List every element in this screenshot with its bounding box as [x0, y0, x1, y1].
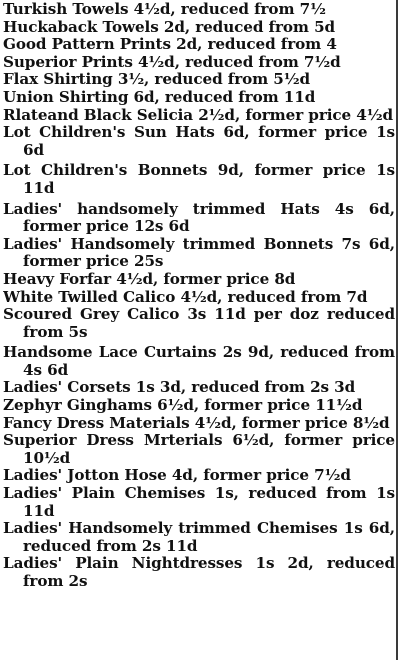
list-item: Ladies' Handsomely trimmed Chemises 1s 6d, reduced from 2s 11d — [3, 520, 395, 555]
list-item: Ladies' Plain Nightdresses 1s 2d, reduced from 2s — [3, 555, 395, 590]
list-item: Handsome Lace Curtains 2s 9d, reduced from 4s 6d — [3, 344, 395, 379]
list-item: Ladies' Plain Chemises 1s, reduced from 1s 11d — [3, 485, 395, 520]
list-item: Lot Children's Sun Hats 6d, former price 1s 6d — [3, 124, 395, 159]
column-divider — [396, 0, 398, 660]
list-item: Lot Children's Bonnets 9d, former price 1s 11d — [3, 162, 395, 197]
list-item: Superior Prints 4½d, reduced from 7½d — [3, 53, 341, 71]
price-list — [3, 1, 395, 591]
list-item: Huckaback Towels 2d, reduced from 5d — [3, 18, 336, 36]
list-item: White Twilled Calico 4½d, reduced from 7d — [3, 288, 368, 306]
list-item: Zephyr Ginghams 6½d, former price 11½d — [3, 397, 363, 415]
list-item: Ladies' Corsets 1s 3d, reduced from 2s 3d — [3, 379, 356, 397]
list-item: Good Pattern Prints 2d, reduced from 4 — [3, 36, 337, 54]
list-item: Union Shirting 6d, reduced from 11d — [3, 88, 316, 106]
list-item: Flax Shirting 3½, reduced from 5½d — [3, 71, 311, 89]
list-item: Heavy Forfar 4½d, former price 8d — [3, 270, 296, 288]
list-item: Ladies' handsomely trimmed Hats 4s 6d, former price 12s 6d — [3, 200, 395, 236]
list-item: Superior Dress Mrterials 6½d, former price 10½d — [3, 432, 395, 467]
list-item: Ladies' Handsomely trimmed Bonnets 7s 6d, former price 25s — [3, 235, 395, 271]
list-item: Fancy Dress Materials 4½d, former price 8½d — [3, 414, 390, 432]
list-item: Turkish Towels 4½d, reduced from 7½ — [3, 1, 326, 18]
list-item: Rlateand Black Selicia 2½d, former price 4½d — [3, 106, 394, 124]
list-item: Scoured Grey Calico 3s 11d per doz reduced from 5s — [3, 306, 395, 341]
list-item: Ladies' Jotton Hose 4d, former price 7½d — [3, 467, 351, 485]
